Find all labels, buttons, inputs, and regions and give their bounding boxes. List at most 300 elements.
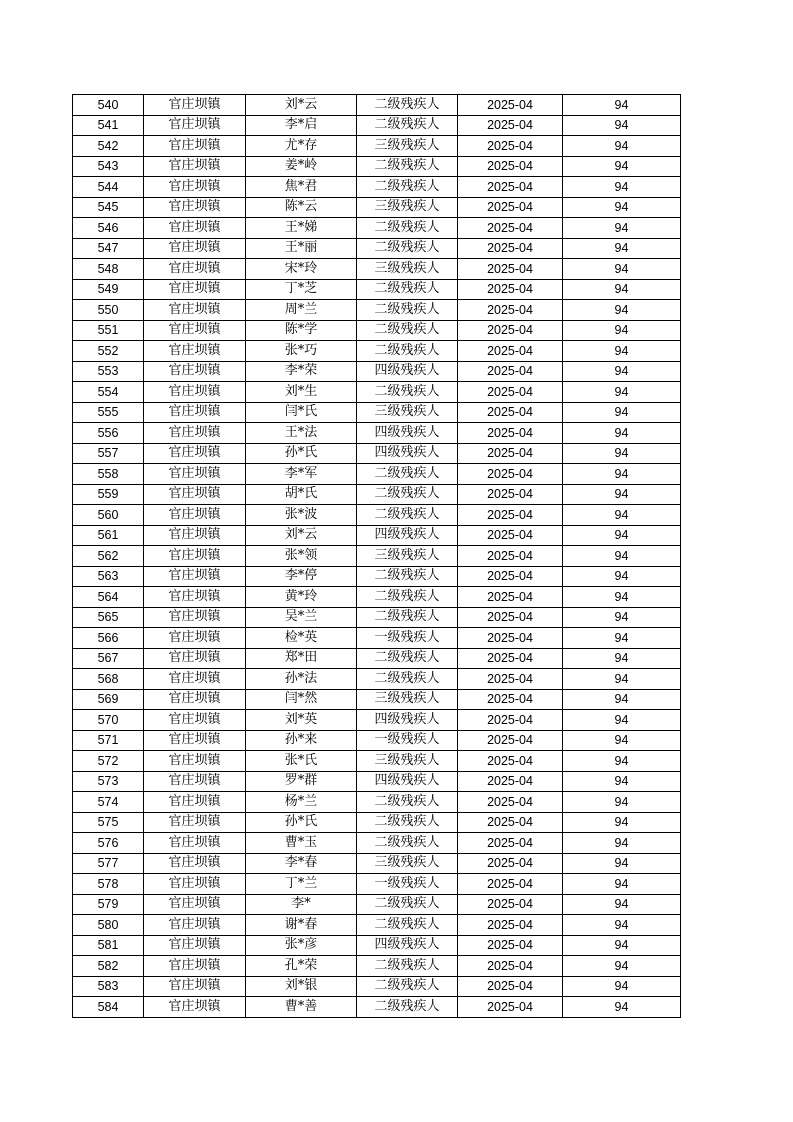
serial-number-cell: 563 <box>73 566 144 587</box>
town-cell: 官庄坝镇 <box>144 792 246 813</box>
serial-number-cell: 540 <box>73 95 144 116</box>
table-row <box>73 279 681 300</box>
serial-number-cell: 548 <box>73 259 144 280</box>
town-cell: 官庄坝镇 <box>144 669 246 690</box>
amount-cell: 94 <box>563 935 681 956</box>
disability-level-cell: 二级残疾人 <box>357 976 458 997</box>
town-cell: 官庄坝镇 <box>144 751 246 772</box>
table-row <box>73 669 681 690</box>
town-cell: 官庄坝镇 <box>144 402 246 423</box>
disability-level-cell: 二级残疾人 <box>357 484 458 505</box>
serial-number-cell: 544 <box>73 177 144 198</box>
amount-cell: 94 <box>563 423 681 444</box>
table-row <box>73 525 681 546</box>
amount-cell: 94 <box>563 792 681 813</box>
person-name-cell: 李*停 <box>246 566 357 587</box>
serial-number-cell: 560 <box>73 505 144 526</box>
person-name-cell: 陈*学 <box>246 320 357 341</box>
person-name-cell: 刘*银 <box>246 976 357 997</box>
amount-cell: 94 <box>563 771 681 792</box>
town-cell: 官庄坝镇 <box>144 341 246 362</box>
amount-cell: 94 <box>563 279 681 300</box>
table-row <box>73 812 681 833</box>
period-cell: 2025-04 <box>458 607 563 628</box>
town-cell: 官庄坝镇 <box>144 833 246 854</box>
town-cell: 官庄坝镇 <box>144 730 246 751</box>
period-cell: 2025-04 <box>458 935 563 956</box>
amount-cell: 94 <box>563 628 681 649</box>
town-cell: 官庄坝镇 <box>144 546 246 567</box>
town-cell: 官庄坝镇 <box>144 320 246 341</box>
serial-number-cell: 542 <box>73 136 144 157</box>
disability-level-cell: 二级残疾人 <box>357 238 458 259</box>
person-name-cell: 曹*善 <box>246 997 357 1018</box>
serial-number-cell: 569 <box>73 689 144 710</box>
amount-cell: 94 <box>563 382 681 403</box>
person-name-cell: 吴*兰 <box>246 607 357 628</box>
table-row <box>73 361 681 382</box>
serial-number-cell: 566 <box>73 628 144 649</box>
table-row <box>73 95 681 116</box>
amount-cell: 94 <box>563 894 681 915</box>
serial-number-cell: 551 <box>73 320 144 341</box>
table-row <box>73 505 681 526</box>
town-cell: 官庄坝镇 <box>144 177 246 198</box>
disability-level-cell: 三级残疾人 <box>357 197 458 218</box>
amount-cell: 94 <box>563 341 681 362</box>
table-row <box>73 915 681 936</box>
period-cell: 2025-04 <box>458 238 563 259</box>
amount-cell: 94 <box>563 197 681 218</box>
period-cell: 2025-04 <box>458 874 563 895</box>
disability-level-cell: 四级残疾人 <box>357 423 458 444</box>
period-cell: 2025-04 <box>458 402 563 423</box>
amount-cell: 94 <box>563 156 681 177</box>
disability-level-cell: 二级残疾人 <box>357 669 458 690</box>
town-cell: 官庄坝镇 <box>144 464 246 485</box>
disability-level-cell: 二级残疾人 <box>357 156 458 177</box>
amount-cell: 94 <box>563 546 681 567</box>
disability-level-cell: 二级残疾人 <box>357 115 458 136</box>
disability-level-cell: 二级残疾人 <box>357 587 458 608</box>
serial-number-cell: 568 <box>73 669 144 690</box>
town-cell: 官庄坝镇 <box>144 197 246 218</box>
period-cell: 2025-04 <box>458 423 563 444</box>
town-cell: 官庄坝镇 <box>144 423 246 444</box>
table-row <box>73 956 681 977</box>
person-name-cell: 刘*生 <box>246 382 357 403</box>
amount-cell: 94 <box>563 730 681 751</box>
disability-level-cell: 四级残疾人 <box>357 771 458 792</box>
serial-number-cell: 577 <box>73 853 144 874</box>
person-name-cell: 李*启 <box>246 115 357 136</box>
person-name-cell: 郑*田 <box>246 648 357 669</box>
period-cell: 2025-04 <box>458 771 563 792</box>
period-cell: 2025-04 <box>458 464 563 485</box>
table-row <box>73 136 681 157</box>
table-row <box>73 730 681 751</box>
table-row <box>73 218 681 239</box>
person-name-cell: 闫*然 <box>246 689 357 710</box>
town-cell: 官庄坝镇 <box>144 566 246 587</box>
amount-cell: 94 <box>563 587 681 608</box>
person-name-cell: 张*巧 <box>246 341 357 362</box>
town-cell: 官庄坝镇 <box>144 648 246 669</box>
serial-number-cell: 549 <box>73 279 144 300</box>
period-cell: 2025-04 <box>458 136 563 157</box>
disability-level-cell: 二级残疾人 <box>357 894 458 915</box>
serial-number-cell: 571 <box>73 730 144 751</box>
person-name-cell: 李*荣 <box>246 361 357 382</box>
disability-level-cell: 二级残疾人 <box>357 382 458 403</box>
period-cell: 2025-04 <box>458 361 563 382</box>
serial-number-cell: 576 <box>73 833 144 854</box>
person-name-cell: 黄*玲 <box>246 587 357 608</box>
person-name-cell: 张*彦 <box>246 935 357 956</box>
disability-level-cell: 二级残疾人 <box>357 464 458 485</box>
period-cell: 2025-04 <box>458 197 563 218</box>
person-name-cell: 丁*芝 <box>246 279 357 300</box>
town-cell: 官庄坝镇 <box>144 115 246 136</box>
town-cell: 官庄坝镇 <box>144 956 246 977</box>
disability-level-cell: 三级残疾人 <box>357 853 458 874</box>
table-row <box>73 689 681 710</box>
town-cell: 官庄坝镇 <box>144 935 246 956</box>
amount-cell: 94 <box>563 915 681 936</box>
disability-level-cell: 四级残疾人 <box>357 361 458 382</box>
table-row <box>73 566 681 587</box>
table-row <box>73 546 681 567</box>
amount-cell: 94 <box>563 300 681 321</box>
person-name-cell: 孔*荣 <box>246 956 357 977</box>
town-cell: 官庄坝镇 <box>144 689 246 710</box>
table-row <box>73 853 681 874</box>
table-row <box>73 710 681 731</box>
amount-cell: 94 <box>563 812 681 833</box>
person-name-cell: 孙*法 <box>246 669 357 690</box>
period-cell: 2025-04 <box>458 997 563 1018</box>
town-cell: 官庄坝镇 <box>144 587 246 608</box>
period-cell: 2025-04 <box>458 833 563 854</box>
town-cell: 官庄坝镇 <box>144 156 246 177</box>
period-cell: 2025-04 <box>458 792 563 813</box>
period-cell: 2025-04 <box>458 382 563 403</box>
person-name-cell: 王*丽 <box>246 238 357 259</box>
table-row <box>73 238 681 259</box>
disability-level-cell: 四级残疾人 <box>357 525 458 546</box>
table-body <box>73 95 681 1018</box>
table-row <box>73 874 681 895</box>
table-row <box>73 484 681 505</box>
disability-level-cell: 三级残疾人 <box>357 136 458 157</box>
table-row <box>73 792 681 813</box>
serial-number-cell: 561 <box>73 525 144 546</box>
town-cell: 官庄坝镇 <box>144 525 246 546</box>
amount-cell: 94 <box>563 259 681 280</box>
amount-cell: 94 <box>563 997 681 1018</box>
person-name-cell: 张*波 <box>246 505 357 526</box>
town-cell: 官庄坝镇 <box>144 915 246 936</box>
period-cell: 2025-04 <box>458 751 563 772</box>
town-cell: 官庄坝镇 <box>144 95 246 116</box>
disability-level-cell: 二级残疾人 <box>357 279 458 300</box>
period-cell: 2025-04 <box>458 730 563 751</box>
period-cell: 2025-04 <box>458 648 563 669</box>
table-row <box>73 464 681 485</box>
disability-level-cell: 二级残疾人 <box>357 833 458 854</box>
person-name-cell: 焦*君 <box>246 177 357 198</box>
serial-number-cell: 545 <box>73 197 144 218</box>
serial-number-cell: 567 <box>73 648 144 669</box>
town-cell: 官庄坝镇 <box>144 218 246 239</box>
disability-level-cell: 二级残疾人 <box>357 915 458 936</box>
serial-number-cell: 562 <box>73 546 144 567</box>
amount-cell: 94 <box>563 177 681 198</box>
table-row <box>73 833 681 854</box>
town-cell: 官庄坝镇 <box>144 136 246 157</box>
period-cell: 2025-04 <box>458 443 563 464</box>
person-name-cell: 丁*兰 <box>246 874 357 895</box>
town-cell: 官庄坝镇 <box>144 894 246 915</box>
person-name-cell: 李*春 <box>246 853 357 874</box>
period-cell: 2025-04 <box>458 915 563 936</box>
town-cell: 官庄坝镇 <box>144 279 246 300</box>
town-cell: 官庄坝镇 <box>144 997 246 1018</box>
disability-level-cell: 二级残疾人 <box>357 812 458 833</box>
period-cell: 2025-04 <box>458 156 563 177</box>
serial-number-cell: 582 <box>73 956 144 977</box>
serial-number-cell: 555 <box>73 402 144 423</box>
amount-cell: 94 <box>563 361 681 382</box>
town-cell: 官庄坝镇 <box>144 710 246 731</box>
amount-cell: 94 <box>563 607 681 628</box>
table-row <box>73 997 681 1018</box>
amount-cell: 94 <box>563 136 681 157</box>
amount-cell: 94 <box>563 505 681 526</box>
amount-cell: 94 <box>563 115 681 136</box>
period-cell: 2025-04 <box>458 812 563 833</box>
serial-number-cell: 575 <box>73 812 144 833</box>
table-row <box>73 628 681 649</box>
amount-cell: 94 <box>563 751 681 772</box>
period-cell: 2025-04 <box>458 300 563 321</box>
amount-cell: 94 <box>563 525 681 546</box>
table-row <box>73 771 681 792</box>
town-cell: 官庄坝镇 <box>144 300 246 321</box>
disability-level-cell: 二级残疾人 <box>357 505 458 526</box>
person-name-cell: 孙*氏 <box>246 812 357 833</box>
town-cell: 官庄坝镇 <box>144 628 246 649</box>
period-cell: 2025-04 <box>458 484 563 505</box>
person-name-cell: 陈*云 <box>246 197 357 218</box>
disability-level-cell: 二级残疾人 <box>357 95 458 116</box>
town-cell: 官庄坝镇 <box>144 853 246 874</box>
person-name-cell: 闫*氏 <box>246 402 357 423</box>
serial-number-cell: 557 <box>73 443 144 464</box>
person-name-cell: 张*氏 <box>246 751 357 772</box>
serial-number-cell: 541 <box>73 115 144 136</box>
serial-number-cell: 550 <box>73 300 144 321</box>
person-name-cell: 李* <box>246 894 357 915</box>
table-row <box>73 443 681 464</box>
amount-cell: 94 <box>563 976 681 997</box>
town-cell: 官庄坝镇 <box>144 443 246 464</box>
person-name-cell: 刘*云 <box>246 525 357 546</box>
table-row <box>73 156 681 177</box>
person-name-cell: 尤*存 <box>246 136 357 157</box>
amount-cell: 94 <box>563 874 681 895</box>
table-row <box>73 259 681 280</box>
disability-level-cell: 四级残疾人 <box>357 443 458 464</box>
disability-level-cell: 三级残疾人 <box>357 259 458 280</box>
amount-cell: 94 <box>563 833 681 854</box>
person-name-cell: 胡*氏 <box>246 484 357 505</box>
table-row <box>73 935 681 956</box>
town-cell: 官庄坝镇 <box>144 259 246 280</box>
person-name-cell: 检*英 <box>246 628 357 649</box>
disability-level-cell: 一级残疾人 <box>357 874 458 895</box>
serial-number-cell: 572 <box>73 751 144 772</box>
person-name-cell: 孙*来 <box>246 730 357 751</box>
disability-level-cell: 三级残疾人 <box>357 751 458 772</box>
table-row <box>73 976 681 997</box>
amount-cell: 94 <box>563 689 681 710</box>
person-name-cell: 孙*氏 <box>246 443 357 464</box>
serial-number-cell: 546 <box>73 218 144 239</box>
person-name-cell: 宋*玲 <box>246 259 357 280</box>
period-cell: 2025-04 <box>458 218 563 239</box>
table-row <box>73 320 681 341</box>
table-row <box>73 587 681 608</box>
disability-level-cell: 三级残疾人 <box>357 402 458 423</box>
town-cell: 官庄坝镇 <box>144 812 246 833</box>
table-row <box>73 115 681 136</box>
table-row <box>73 423 681 444</box>
serial-number-cell: 543 <box>73 156 144 177</box>
period-cell: 2025-04 <box>458 710 563 731</box>
town-cell: 官庄坝镇 <box>144 361 246 382</box>
serial-number-cell: 552 <box>73 341 144 362</box>
disability-level-cell: 二级残疾人 <box>357 792 458 813</box>
amount-cell: 94 <box>563 956 681 977</box>
serial-number-cell: 547 <box>73 238 144 259</box>
amount-cell: 94 <box>563 238 681 259</box>
disability-level-cell: 四级残疾人 <box>357 935 458 956</box>
person-name-cell: 姜*岭 <box>246 156 357 177</box>
table-row <box>73 177 681 198</box>
period-cell: 2025-04 <box>458 259 563 280</box>
amount-cell: 94 <box>563 669 681 690</box>
disability-level-cell: 二级残疾人 <box>357 300 458 321</box>
town-cell: 官庄坝镇 <box>144 505 246 526</box>
disability-level-cell: 四级残疾人 <box>357 710 458 731</box>
person-name-cell: 刘*英 <box>246 710 357 731</box>
period-cell: 2025-04 <box>458 566 563 587</box>
table-row <box>73 341 681 362</box>
period-cell: 2025-04 <box>458 628 563 649</box>
table-row <box>73 382 681 403</box>
disability-level-cell: 二级残疾人 <box>357 177 458 198</box>
serial-number-cell: 556 <box>73 423 144 444</box>
serial-number-cell: 579 <box>73 894 144 915</box>
disability-level-cell: 二级残疾人 <box>357 997 458 1018</box>
disability-level-cell: 二级残疾人 <box>357 607 458 628</box>
serial-number-cell: 578 <box>73 874 144 895</box>
person-name-cell: 李*军 <box>246 464 357 485</box>
amount-cell: 94 <box>563 710 681 731</box>
period-cell: 2025-04 <box>458 279 563 300</box>
table-row <box>73 300 681 321</box>
serial-number-cell: 581 <box>73 935 144 956</box>
amount-cell: 94 <box>563 566 681 587</box>
serial-number-cell: 558 <box>73 464 144 485</box>
period-cell: 2025-04 <box>458 853 563 874</box>
serial-number-cell: 570 <box>73 710 144 731</box>
period-cell: 2025-04 <box>458 95 563 116</box>
town-cell: 官庄坝镇 <box>144 484 246 505</box>
period-cell: 2025-04 <box>458 177 563 198</box>
disability-level-cell: 三级残疾人 <box>357 546 458 567</box>
person-name-cell: 周*兰 <box>246 300 357 321</box>
serial-number-cell: 583 <box>73 976 144 997</box>
disability-level-cell: 二级残疾人 <box>357 320 458 341</box>
serial-number-cell: 559 <box>73 484 144 505</box>
disability-level-cell: 一级残疾人 <box>357 730 458 751</box>
amount-cell: 94 <box>563 464 681 485</box>
serial-number-cell: 584 <box>73 997 144 1018</box>
person-name-cell: 刘*云 <box>246 95 357 116</box>
amount-cell: 94 <box>563 853 681 874</box>
amount-cell: 94 <box>563 484 681 505</box>
period-cell: 2025-04 <box>458 115 563 136</box>
person-name-cell: 罗*群 <box>246 771 357 792</box>
serial-number-cell: 573 <box>73 771 144 792</box>
person-name-cell: 王*法 <box>246 423 357 444</box>
serial-number-cell: 565 <box>73 607 144 628</box>
table-row <box>73 751 681 772</box>
period-cell: 2025-04 <box>458 669 563 690</box>
serial-number-cell: 564 <box>73 587 144 608</box>
amount-cell: 94 <box>563 648 681 669</box>
serial-number-cell: 553 <box>73 361 144 382</box>
disability-level-cell: 二级残疾人 <box>357 956 458 977</box>
serial-number-cell: 574 <box>73 792 144 813</box>
person-name-cell: 曹*玉 <box>246 833 357 854</box>
person-name-cell: 谢*春 <box>246 915 357 936</box>
amount-cell: 94 <box>563 95 681 116</box>
table-row <box>73 197 681 218</box>
disability-level-cell: 三级残疾人 <box>357 689 458 710</box>
period-cell: 2025-04 <box>458 525 563 546</box>
disability-level-cell: 二级残疾人 <box>357 566 458 587</box>
table-row <box>73 402 681 423</box>
amount-cell: 94 <box>563 218 681 239</box>
amount-cell: 94 <box>563 320 681 341</box>
serial-number-cell: 580 <box>73 915 144 936</box>
town-cell: 官庄坝镇 <box>144 976 246 997</box>
period-cell: 2025-04 <box>458 505 563 526</box>
period-cell: 2025-04 <box>458 587 563 608</box>
period-cell: 2025-04 <box>458 689 563 710</box>
period-cell: 2025-04 <box>458 341 563 362</box>
amount-cell: 94 <box>563 402 681 423</box>
period-cell: 2025-04 <box>458 894 563 915</box>
person-name-cell: 王*娣 <box>246 218 357 239</box>
subsidy-table <box>72 94 681 1018</box>
disability-level-cell: 一级残疾人 <box>357 628 458 649</box>
period-cell: 2025-04 <box>458 320 563 341</box>
period-cell: 2025-04 <box>458 546 563 567</box>
